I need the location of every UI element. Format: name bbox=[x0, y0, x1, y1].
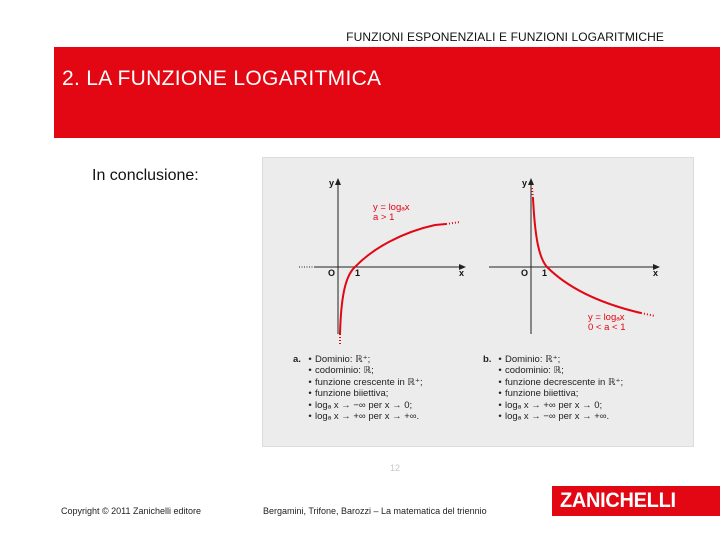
properties-a-letter: a. bbox=[293, 354, 301, 365]
graph-b-curve bbox=[533, 198, 641, 313]
zanichelli-logo bbox=[552, 486, 720, 516]
graph-a-tick-label: 1 bbox=[355, 268, 361, 278]
properties-b-item: funzione decrescente in ℝ⁺; bbox=[505, 376, 624, 388]
footer-copyright: Copyright © 2011 Zanichelli editore bbox=[61, 506, 202, 516]
properties-a-item: codominio: ℝ; bbox=[315, 365, 374, 377]
graph-a-x-label: x bbox=[459, 268, 465, 278]
properties-a: a. • Dominio: ℝ⁺; • codominio: ℝ; • funzione crescente in ℝ⁺; • funzione biiettiva; • logₐ x → −∞ per x → 0; • logₐ x → +∞ per x → +∞. bbox=[293, 354, 423, 423]
graph-a-curve-condition: a > 1 bbox=[373, 212, 395, 223]
properties-b-item: logₐ x → −∞ per x → +∞. bbox=[505, 411, 610, 423]
zanichelli-logo-text: ZANICHELLI bbox=[560, 489, 676, 512]
properties-b-item: codominio: ℝ; bbox=[505, 365, 564, 377]
intro-text: In conclusione: bbox=[92, 167, 199, 184]
logarithm-figure bbox=[263, 158, 693, 446]
properties-b-item: Dominio: ℝ⁺; bbox=[505, 354, 561, 365]
graph-a-y-arrow bbox=[335, 178, 341, 185]
properties-a-item: funzione biiettiva; bbox=[315, 388, 389, 400]
graph-b-curve-condition: 0 < a < 1 bbox=[588, 322, 626, 333]
graph-b-curve-label bbox=[588, 313, 626, 333]
page-number: 12 bbox=[390, 463, 401, 473]
graph-a-curve-label bbox=[373, 203, 410, 223]
graph-b-curve-dotted-end bbox=[641, 313, 655, 316]
section-title: FUNZIONI ESPONENZIALI E FUNZIONI LOGARITMICHE bbox=[346, 30, 664, 44]
graph-a-origin-label: O bbox=[328, 268, 336, 278]
graph-b-y-arrow bbox=[528, 178, 534, 185]
footer-authors: Bergamini, Trifone, Barozzi – La matematica del triennio bbox=[263, 506, 487, 516]
graph-b-tick-label: 1 bbox=[542, 268, 548, 278]
properties-a-item: Dominio: ℝ⁺; bbox=[315, 354, 371, 365]
graph-b-origin-label: O bbox=[521, 268, 529, 278]
graph-b-x-label: x bbox=[653, 268, 659, 278]
graph-b-curve-dotted-start bbox=[532, 188, 533, 198]
graph-b bbox=[489, 178, 660, 334]
properties-b-item: funzione biiettiva; bbox=[505, 388, 579, 400]
graph-b-curve-equation: y = logₐx bbox=[588, 312, 625, 323]
properties-a-item: logₐ x → −∞ per x → 0; bbox=[315, 399, 413, 411]
slide-title: 2. LA FUNZIONE LOGARITMICA bbox=[62, 67, 382, 90]
graph-a-curve-equation: y = logₐx bbox=[373, 202, 410, 213]
properties-b: b. • Dominio: ℝ⁺; • codominio: ℝ; • funzione decrescente in ℝ⁺; • funzione biiettiva; • logₐ x → +∞ per x → 0; • logₐ x → −∞ per x → +∞. bbox=[483, 354, 624, 423]
graph-a-curve bbox=[340, 224, 446, 334]
title-banner bbox=[54, 47, 720, 138]
properties-a-item: funzione crescente in ℝ⁺; bbox=[315, 376, 423, 388]
graph-a-y-label: y bbox=[329, 178, 335, 188]
properties-b-letter: b. bbox=[483, 354, 492, 365]
graph-a-curve-dotted-end bbox=[446, 222, 460, 224]
properties-b-item: logₐ x → +∞ per x → 0; bbox=[505, 399, 603, 411]
properties-a-item: logₐ x → +∞ per x → +∞. bbox=[315, 411, 420, 423]
graph-b-y-label: y bbox=[522, 178, 528, 188]
